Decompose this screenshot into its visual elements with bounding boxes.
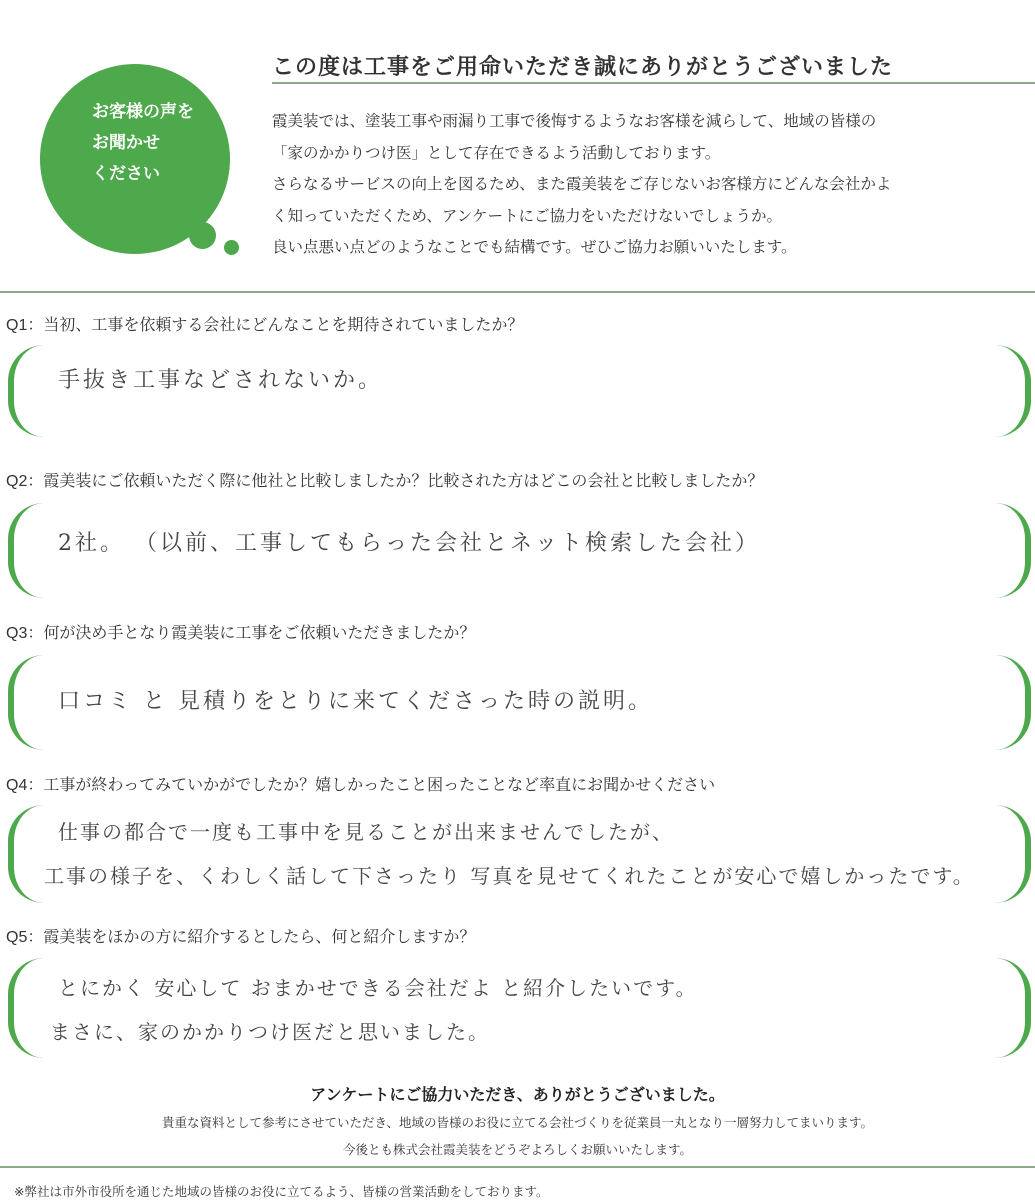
bracket-left (8, 805, 44, 903)
intro-line: 良い点悪い点どのようなことでも結構です。ぜひご協力お願いいたします。 (272, 239, 797, 256)
answer-line: まさに、家のかかりつけ医だと思いました。 (50, 1020, 490, 1044)
answer-line: 口コミ と 見積りをとりに来てくださった時の説明。 (58, 689, 653, 714)
answer-line: 工事の様子を、くわしく話して下さったり 写真を見せてくれたことが安心で嬉しかったです。 (44, 864, 975, 888)
bracket-left (8, 655, 44, 750)
thought-bubble-dot (189, 222, 216, 249)
question-5-label: Q5：霞美装をほかの方に紹介するとしたら、何と紹介しますか？ (6, 929, 476, 946)
divider (0, 291, 1035, 293)
bracket-right (995, 958, 1031, 1058)
badge-line: お聞かせ (92, 133, 160, 152)
page-title: この度は工事をご用命いただき誠にありがとうございました (272, 54, 894, 79)
answer-1 (58, 362, 383, 400)
answer-2 (58, 525, 760, 563)
bracket-right (995, 503, 1031, 598)
voice-badge-text (92, 96, 194, 189)
footer-note-cut-off: ※弊社は市外市役所を通じた地域の皆様のお役に立てるよう、皆様の営業活動をしております。 (14, 1185, 549, 1199)
intro-line: 霞美装では、塗装工事や雨漏り工事で後悔するようなお客様を減らして、地域の皆様の (272, 113, 877, 130)
answer-line: 手抜き工事などされないか。 (58, 368, 384, 393)
answer-line: 2社。 （以前、工事してもらった会社とネット検索した会社） (58, 531, 760, 556)
bracket-right (995, 655, 1031, 750)
bracket-left (8, 958, 44, 1058)
intro-line: く知っていただくため、アンケートにご協力をいただけないでしょうか。 (272, 207, 782, 225)
intro-line: さらなるサービスの向上を図るため、また霞美装をご存じないお客様方にどんな会社かよ (272, 176, 892, 193)
thought-bubble-dot (224, 240, 239, 255)
question-2-label: Q2：霞美装にご依頼いただく際に他社と比較しましたか？比較された方はどこの会社と比較しましたか？ (6, 473, 764, 490)
question-1-label: Q1：当初、工事を依頼する会社にどんなことを期待されていましたか？ (6, 317, 524, 334)
question-4-label: Q4：工事が終わってみていかがでしたか？嬉しかったこと困ったことなど率直にお聞かせください (6, 777, 716, 794)
thank-you-heading: アンケートにご協力いただき、ありがとうございました。 (310, 1087, 725, 1104)
footer-text: 貴重な資料として参考にさせていただき、地域の皆様のお役に立てる会社づくりを従業員一丸となり一層努力してまいります。 (161, 1116, 873, 1130)
title-underline (272, 82, 1035, 84)
footer-text: 今後とも株式会社霞美装をどうぞよろしくお願いいたします。 (342, 1143, 692, 1157)
bracket-left (8, 503, 44, 598)
divider (0, 1166, 1035, 1168)
answer-5 (50, 966, 698, 1054)
question-3-label: Q3：何が決め手となり霞美装に工事をご依頼いただきましたか？ (6, 625, 476, 642)
bracket-right (995, 345, 1031, 437)
badge-line: お客様の声を (92, 102, 194, 121)
intro-text (272, 106, 1032, 264)
answer-line: 仕事の都合で一度も工事中を見ることが出来ませんでしたが、 (58, 820, 674, 844)
answer-3 (58, 683, 653, 721)
bracket-right (995, 805, 1031, 903)
answer-line: とにかく 安心して おまかせできる会社だよ と紹介したいです。 (58, 976, 698, 1000)
intro-line: 「家のかかりつけ医」として存在できるよう活動しております。 (272, 144, 721, 162)
bracket-left (8, 345, 44, 437)
answer-4 (44, 810, 975, 898)
badge-line: ください (92, 164, 160, 183)
